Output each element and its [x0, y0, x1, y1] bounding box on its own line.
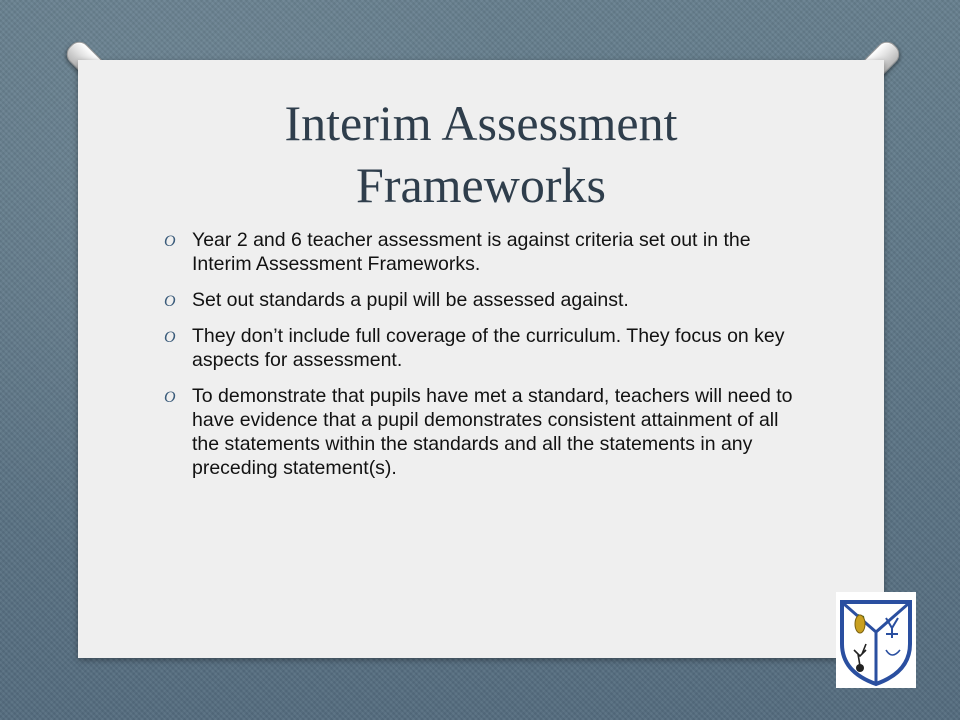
- bullet-marker-icon: O: [164, 329, 176, 346]
- title-line-1: Interim Assessment: [284, 95, 678, 151]
- bullet-text: [192, 385, 793, 479]
- bullet-marker-icon: O: [164, 233, 176, 250]
- emphasis-all: all: [758, 409, 779, 431]
- bullet-item: [164, 324, 804, 372]
- bullet-item: [164, 384, 804, 480]
- bullet-marker-icon: O: [164, 293, 176, 310]
- bullet-text-part: To demonstrate that pupils have met a standard, teachers will need to have evidence that a pupil demonstrates: [192, 385, 793, 431]
- bullet-text: Year 2 and 6 teacher assessment is against criteria set out in the Interim Assessment Frameworks.: [192, 229, 751, 275]
- emphasis-consistent: consistent: [547, 409, 636, 431]
- school-crest-icon: [836, 592, 916, 688]
- bullet-text-part: attainment of: [635, 409, 759, 431]
- title-line-2: Frameworks: [356, 157, 606, 213]
- bullet-text: Set out standards a pupil will be assessed against.: [192, 289, 629, 311]
- bullet-marker-icon: O: [164, 389, 176, 406]
- slide-title: [78, 92, 884, 216]
- bullet-item: [164, 288, 804, 312]
- crest-svg: [836, 592, 916, 688]
- bullet-list: [164, 228, 804, 492]
- bullet-text-part: the statements within the standards and all the statements in any preceding statement(s).: [192, 433, 753, 479]
- bullet-item: [164, 228, 804, 276]
- bullet-text: They don’t include full coverage of the curriculum. They focus on key aspects for assessment.: [192, 325, 785, 371]
